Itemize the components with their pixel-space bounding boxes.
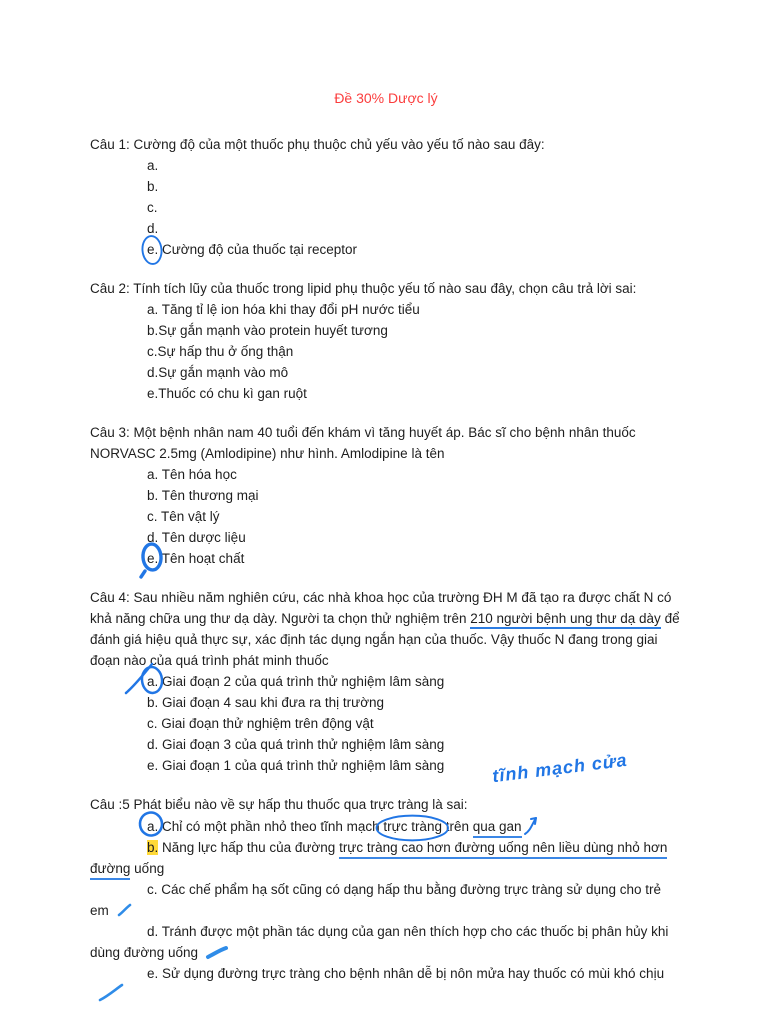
- tick-mark-icon: [206, 947, 228, 959]
- option-label: e.: [147, 758, 159, 773]
- option-row: [90, 383, 682, 404]
- option-text: Tránh được một phần tác dụng của gan nên thích hợp cho các thuốc bị phân hủy khi dùng đường uống: [90, 924, 669, 960]
- option-text: Năng lực hấp thu của đường: [158, 840, 340, 855]
- option-label: b.: [147, 179, 159, 194]
- option-text: Tên hóa học: [158, 467, 237, 482]
- option-text: Sự gắn mạnh vào protein huyết tương: [158, 323, 388, 338]
- option-row: [90, 485, 682, 506]
- option-row: [90, 548, 682, 569]
- circled-option-label: a.: [147, 671, 158, 692]
- question-prompt: Câu 2: Tính tích lũy của thuốc trong lipid phụ thuộc yếu tố nào sau đây, chọn câu trả lời sai:: [90, 281, 637, 296]
- option-label: c.: [147, 344, 158, 359]
- option-row: [90, 176, 682, 197]
- highlighted-option-label: b.: [147, 840, 159, 855]
- option-row: [90, 815, 682, 837]
- option-label: e.: [147, 386, 159, 401]
- option-row: [90, 879, 682, 921]
- question-prompt: Câu 1: Cường độ của một thuốc phụ thuộc chủ yếu vào yếu tố nào sau đây:: [90, 137, 545, 152]
- option-text: Cường độ của thuốc tại receptor: [158, 242, 358, 257]
- option-label: b.: [147, 323, 159, 338]
- option-text: uống: [130, 861, 165, 876]
- option-text: Giai đoạn thử nghiệm trên động vật: [157, 716, 374, 731]
- option-row: [90, 506, 682, 527]
- pen-circled-word: trực tràng: [383, 819, 442, 834]
- circled-option-label: e.: [147, 548, 158, 569]
- option-text: Tên thương mại: [158, 488, 259, 503]
- pen-underline: 210 người bệnh ung thư dạ dày: [470, 611, 661, 629]
- option-text: Tên vật lý: [157, 509, 220, 524]
- option-text: Giai đoạn 4 sau khi đưa ra thị trường: [158, 695, 385, 710]
- option-text: Thuốc có chu kì gan ruột: [158, 386, 307, 401]
- option-row: [90, 320, 682, 341]
- option-text: Chỉ có một phần nhỏ theo tĩnh mạch: [158, 819, 384, 834]
- option-label: d.: [147, 365, 159, 380]
- option-label: d.: [147, 737, 159, 752]
- option-text: Giai đoạn 1 của quá trình thử nghiệm lâm sàng: [158, 758, 445, 773]
- option-label: b.: [147, 695, 159, 710]
- question-prompt: Câu :5 Phát biểu nào về sự hấp thu thuốc qua trực tràng là sai:: [90, 797, 468, 812]
- arrow-up-icon: [523, 815, 539, 835]
- option-row: [90, 362, 682, 383]
- option-label: c.: [147, 509, 158, 524]
- option-row: [90, 671, 682, 692]
- question-2: [90, 278, 682, 404]
- option-row: [90, 713, 682, 734]
- option-row: [90, 239, 682, 260]
- option-row: [90, 527, 682, 548]
- question-3: [90, 422, 682, 569]
- option-text: Giai đoạn 2 của quá trình thử nghiệm lâm sàng: [158, 674, 445, 689]
- option-text: Tên dược liệu: [158, 530, 246, 545]
- option-text: Sự gắn mạnh vào mô: [158, 365, 289, 380]
- question-1: [90, 134, 682, 260]
- option-label: d.: [147, 221, 159, 236]
- option-text: Sử dụng đường trực tràng cho bệnh nhân dễ bị nôn mửa hay thuốc có mùi khó chịu: [158, 966, 665, 981]
- option-row: [90, 692, 682, 713]
- option-row: [90, 734, 682, 755]
- circled-option-label: e.: [147, 239, 158, 260]
- option-row: [90, 921, 682, 963]
- handwritten-note: tĩnh mạch cửa: [491, 749, 629, 787]
- option-row: [90, 218, 682, 239]
- option-row: [90, 197, 682, 218]
- option-label: d.: [147, 924, 159, 939]
- tick-mark-icon: [117, 904, 132, 917]
- option-label: a.: [147, 158, 159, 173]
- option-text: Tên hoạt chất: [158, 551, 245, 566]
- option-row: [90, 755, 682, 776]
- question-prompt: Câu 4: Sau nhiều năm nghiên cứu, các nhà khoa học của trường ĐH M đã tạo ra được chất N có khả năng chữa ung thư dạ dày. Người ta chọn thử nghiệm trên 210 người bệnh ung thư dạ dày để đánh giá hiệu quả thực sự, xác định tác dụng ngắn hạn của thuốc. Vậy thuốc N đang trong giai đoạn nào của quá trình phát minh thuốc: [90, 590, 680, 668]
- option-row: [90, 155, 682, 176]
- option-row: [90, 963, 682, 1006]
- option-row: [90, 837, 682, 879]
- option-text: trên: [441, 819, 473, 834]
- option-label: a.: [147, 467, 159, 482]
- pen-underline: trực tràng cao hơn đường uống nên liều dùng nhỏ hơn đường: [90, 840, 667, 880]
- question-prompt: Câu 3: Một bệnh nhân nam 40 tuổi đến khám vì tăng huyết áp. Bác sĩ cho bệnh nhân thuốc NORVASC 2.5mg (Amlodipine) như hình. Amlodipine là tên: [90, 425, 636, 461]
- option-label: b.: [147, 488, 159, 503]
- option-row: [90, 341, 682, 362]
- option-text: Sự hấp thu ở ống thận: [157, 344, 294, 359]
- tick-mark-icon: [98, 984, 124, 1002]
- option-label: d.: [147, 530, 159, 545]
- option-label: a.: [147, 302, 159, 317]
- page-title: Đề 30% Dược lý: [334, 90, 438, 106]
- option-text: Tăng tỉ lệ ion hóa khi thay đổi pH nước tiểu: [158, 302, 420, 317]
- question-4: [90, 587, 682, 776]
- option-label: e.: [147, 966, 159, 981]
- option-label: c.: [147, 200, 158, 215]
- option-label: c.: [147, 882, 158, 897]
- circled-option-label: a.: [147, 816, 158, 837]
- option-text: Các chế phẩm hạ sốt cũng có dạng hấp thu bằng đường trực tràng sử dụng cho trẻ em: [90, 882, 662, 918]
- pen-underline: qua gan: [473, 819, 522, 838]
- option-row: [90, 299, 682, 320]
- option-label: c.: [147, 716, 158, 731]
- option-text: Giai đoạn 3 của quá trình thử nghiệm lâm sàng: [158, 737, 445, 752]
- option-row: [90, 464, 682, 485]
